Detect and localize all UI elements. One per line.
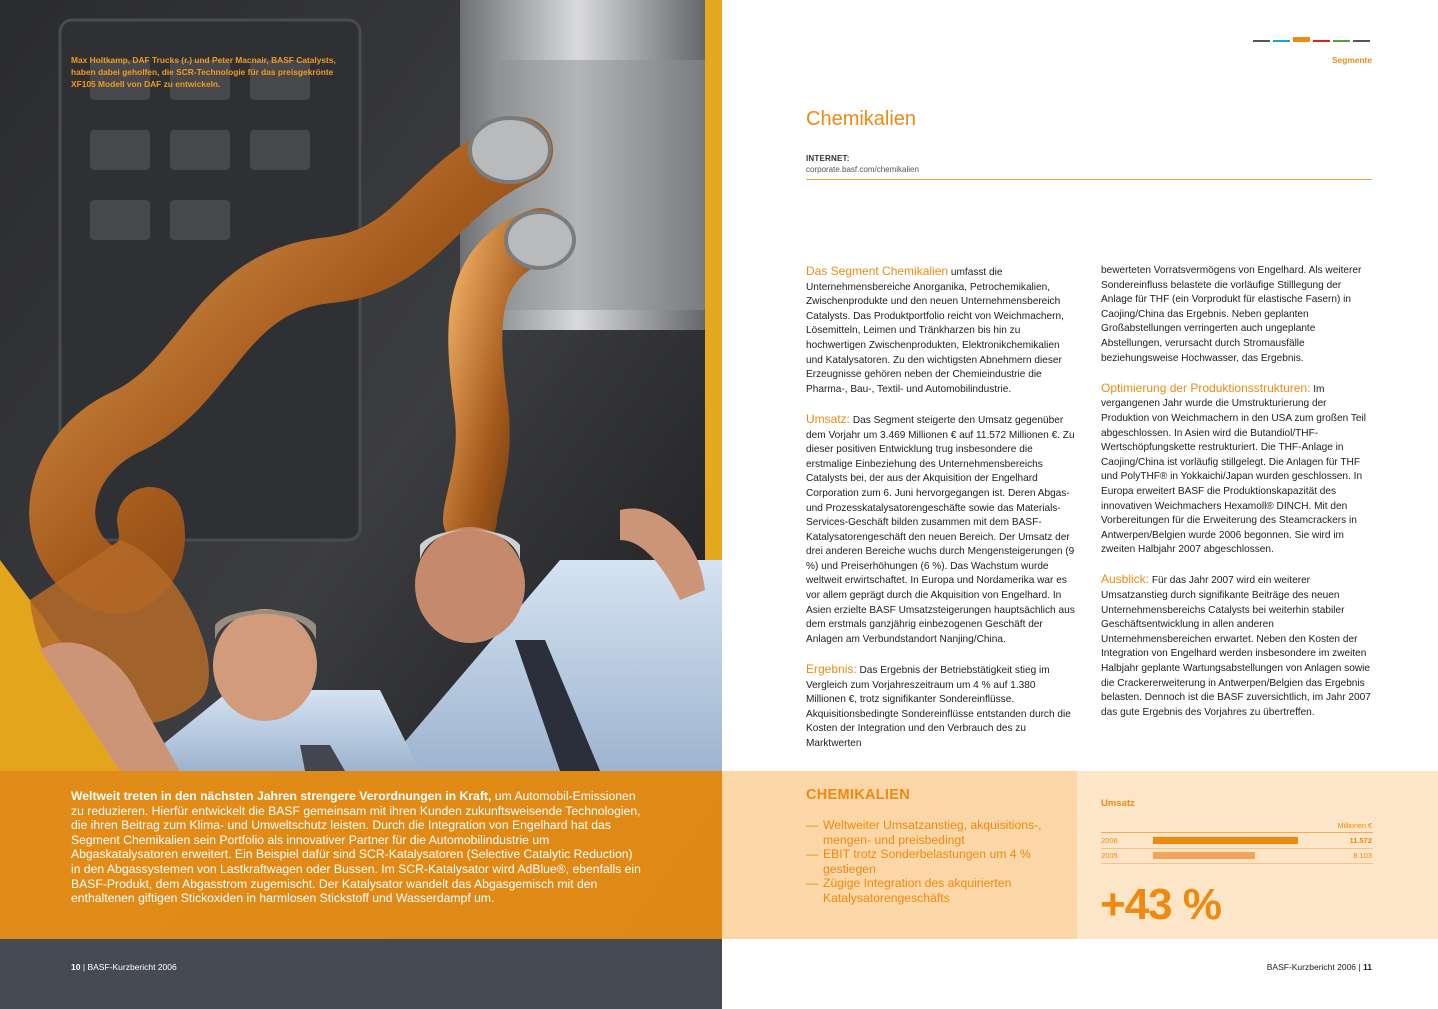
paragraph-lead: Ausblick: <box>1101 572 1150 587</box>
paragraph-text: Das Segment steigerte den Umsatz gegenüber dem Vorjahr um 3.469 Millionen € auf 11.572 Millionen €. Zu dieser positiven Entwicklung trug insbesondere die erstmalige Einbeziehung des Unternehmensbereichs Catalysts bei, der aus der Akquisition der Engelhard Corporation zum 6. Juni hervorgegangen ist. Deren Abgas- und Prozesskatalysatorengeschäfte sowie das Materials-Services-Geschäft bilden zusammen mit dem BASF-Katalysatorengeschäft den neuen Bereich. Der Umsatz der drei anderen Bereiche wuchs durch Mengensteigerungen (9 %) und Preiserhöhungen (6 %). Das Wachstum wurde weltweit erwirtschaftet. In Europa und Nordamerika war es vor allem geprägt durch die Akquisition von Engelhard. In Asien erzielte BASF Umsatzsteigerungen hauptsächlich aus dem erstmals ganzjährig einbezogenen Geschäft der Anlagen am Verbundstandort Nanjing/China. <box>806 414 1075 645</box>
paragraph-text: bewerteten Vorratsvermögens von Engelhard. Als weiterer Sondereinfluss belastete die vorläufige Stilllegung der Anlage für THF (ein Vorprodukt für elastische Fasern) in Caojing/China das Ergebnis. Neben geplanten Großabstellungen verringerten auch ungeplante Abstellungen, verursacht durch Stromausfälle beziehungsweise Hochwasser, das Ergebnis. <box>1101 265 1362 364</box>
segment-bar <box>1293 37 1310 42</box>
paragraph <box>806 662 1078 752</box>
paragraph <box>806 412 1078 648</box>
chart-axis-rule <box>1101 832 1373 833</box>
revenue-bar <box>1153 837 1298 844</box>
intro-body: um Automobil-Emissionen zu reduzieren. Hierfür entwickelt die BASF gemeinsam mit ihren Kunden zukunftsweisende Technologien, die ihren Beitrag zum Klima- und Umweltschutz leisten. Durch die Integration von Engelhard hat das Segment Chemikalien sein Portfolio als innovativer Partner für die Automobilindustrie um Abgaskatalysatoren erweitert. Ein Beispiel dafür sind SCR-Katalysatoren (Selective Catalytic Reduction) in den Abgassystemen von Lastkraftwagen oder Bussen. Im SCR-Katalysator wird AdBlue®, ebenfalls ein BASF-Produkt, dem Abgasstrom zugemischt. Der Katalysator wandelt das Abgasgemisch mit den enthaltenen giftigen Stickoxiden in harmlosen Stickstoff und Wasserdampf um. <box>71 789 641 906</box>
highlights-list <box>806 818 1066 906</box>
folio-separator: | <box>1358 962 1361 972</box>
photo-caption: Max Holtkamp, DAF Trucks (r.) und Peter Macnair, BASF Catalysts, haben dabei geholfen, die SCR-Technologie für das preisgekrönte XF105 Modell von DAF zu entwickeln. <box>71 55 336 89</box>
highlight-item: — Zügige Integration des akquirierten Katalysatorengeschäfts <box>806 876 1066 905</box>
segment-bar <box>1273 40 1290 42</box>
chart-title: Umsatz <box>1101 798 1135 809</box>
paragraph <box>806 264 1078 397</box>
bar-category-label: 2005 <box>1101 851 1118 860</box>
highlight-item: — EBIT trotz Sonderbelastungen um 4 % gestiegen <box>806 847 1066 876</box>
bar-category-label: 2006 <box>1101 836 1118 845</box>
right-page <box>722 0 1438 1009</box>
paragraph-text: umfasst die Unternehmensbereiche Anorganika, Petrochemikalien, Zwischenprodukte und den neuen Unternehmensbereich Catalysts. Das Produktportfolio reicht von Weichmachern, Lösemitteln, Leimen und Tränkharzen bis hin zu hochwertigen Zwischenprodukten, Elektronikchemikalien und Katalysatoren. Zu den wichtigsten Abnehmern dieser Erzeugnisse gehören neben der Chemieindustrie die Pharma-, Bau-, Textil- und Automobilindustrie. <box>806 267 1064 395</box>
paragraph <box>1101 381 1373 558</box>
internet-box <box>806 154 1372 180</box>
page-number: 11 <box>1363 962 1372 972</box>
change-percentage: +43 % <box>1100 880 1221 929</box>
segment-bar <box>1353 40 1370 42</box>
folio-separator: | <box>82 962 86 972</box>
text-column-2 <box>1101 264 1373 735</box>
folio-right <box>1267 962 1372 972</box>
chart-unit: Millionen € <box>1337 821 1372 830</box>
intro-text <box>71 789 641 906</box>
highlight-item: — Weltweiter Umsatzanstieg, akquisitions-, mengen- und preisbedingt <box>806 818 1066 847</box>
paragraph-lead: Das Segment Chemikalien <box>806 264 949 278</box>
page-number: 10 <box>71 962 81 972</box>
paragraph-lead: Umsatz: <box>806 411 851 426</box>
paragraph-lead: Ergebnis: <box>806 662 857 677</box>
paragraph <box>1101 572 1373 720</box>
chart-row-rule <box>1101 863 1373 864</box>
internet-link[interactable]: corporate.basf.com/chemikalien <box>806 165 919 174</box>
folio-title: BASF-Kurzbericht 2006 <box>87 962 177 972</box>
paragraph <box>1101 264 1373 366</box>
segment-color-bars <box>1253 40 1370 42</box>
intro-lead: Weltweit treten in den nächsten Jahren strengere Verordnungen in Kraft, <box>71 789 492 803</box>
folio-title: BASF-Kurzbericht 2006 <box>1266 962 1357 972</box>
segment-label: Segmente <box>1331 55 1372 65</box>
bar-value-label: 11.572 <box>1349 836 1372 845</box>
bar-value-label: 8.103 <box>1353 851 1372 860</box>
internet-label: INTERNET: <box>806 154 850 163</box>
text-column-1 <box>806 264 1078 766</box>
paragraph-text: Im vergangenen Jahr wurde die Umstrukturierung der Produktion von Weichmachern in den USA zum großen Teil abgeschlossen. In Asien wird die Butandiol/THF-Wertschöpfungskette restrukturiert. Die THF-Anlage in Caojing/China ist vorläufig stillgelegt. Die Anlagen für THF und PolyTHF® in Yokkaichi/Japan wurden geschlossen. In Europa erweitert BASF die Produktionskapazität des innovativen Weichmachers Hexamoll® DINCH. Mit den Vorbereitungen für die Erweiterung des Steamcrackers in Antwerpen/Belgien wurde 2006 begonnen. Sie wird im zweiten Halbjahr 2007 abgeschlossen. <box>1101 383 1367 556</box>
paragraph-lead: Optimierung der Produktionsstrukturen: <box>1101 380 1311 395</box>
segment-bar <box>1313 40 1330 42</box>
chart-row-rule <box>1101 848 1373 849</box>
revenue-bar <box>1153 852 1255 859</box>
segment-bar <box>1253 40 1270 42</box>
paragraph-text: Für das Jahr 2007 wird ein weiterer Umsatzanstieg durch signifikante Beiträge des neuen Unternehmensbereichs Catalysts bei weiterhin stabiler Geschäftsentwicklung in allen anderen Unternehmensbereichen erwartet. Neben den Kosten der Integration von Engelhard werden insbesondere im zweiten Halbjahr geplante Wartungsabstellungen von Anlagen sowie die Crackererweiterung in Antwerpen/Belgien das Ergebnis belasten. Dennoch ist die BASF zuversichtlich, im Jahr 2007 das gute Ergebnis des Vorjahres zu übertreffen. <box>1101 575 1371 718</box>
segment-bar <box>1333 40 1350 42</box>
highlights-title: CHEMIKALIEN <box>806 787 910 803</box>
paragraph-text: Das Ergebnis der Betriebstätigkeit stieg im Vergleich zum Vorjahreszeitraum um 4 % auf 1.380 Millionen €, trotz signifikanter Sondereinflüsse. Akquisitionsbedingte Sondereinflüsse entstanden durch die Kosten der Integration und den Verbrauch des zu Marktwerten <box>806 665 1071 749</box>
folio-left <box>71 962 177 972</box>
page-title: Chemikalien <box>806 108 917 130</box>
